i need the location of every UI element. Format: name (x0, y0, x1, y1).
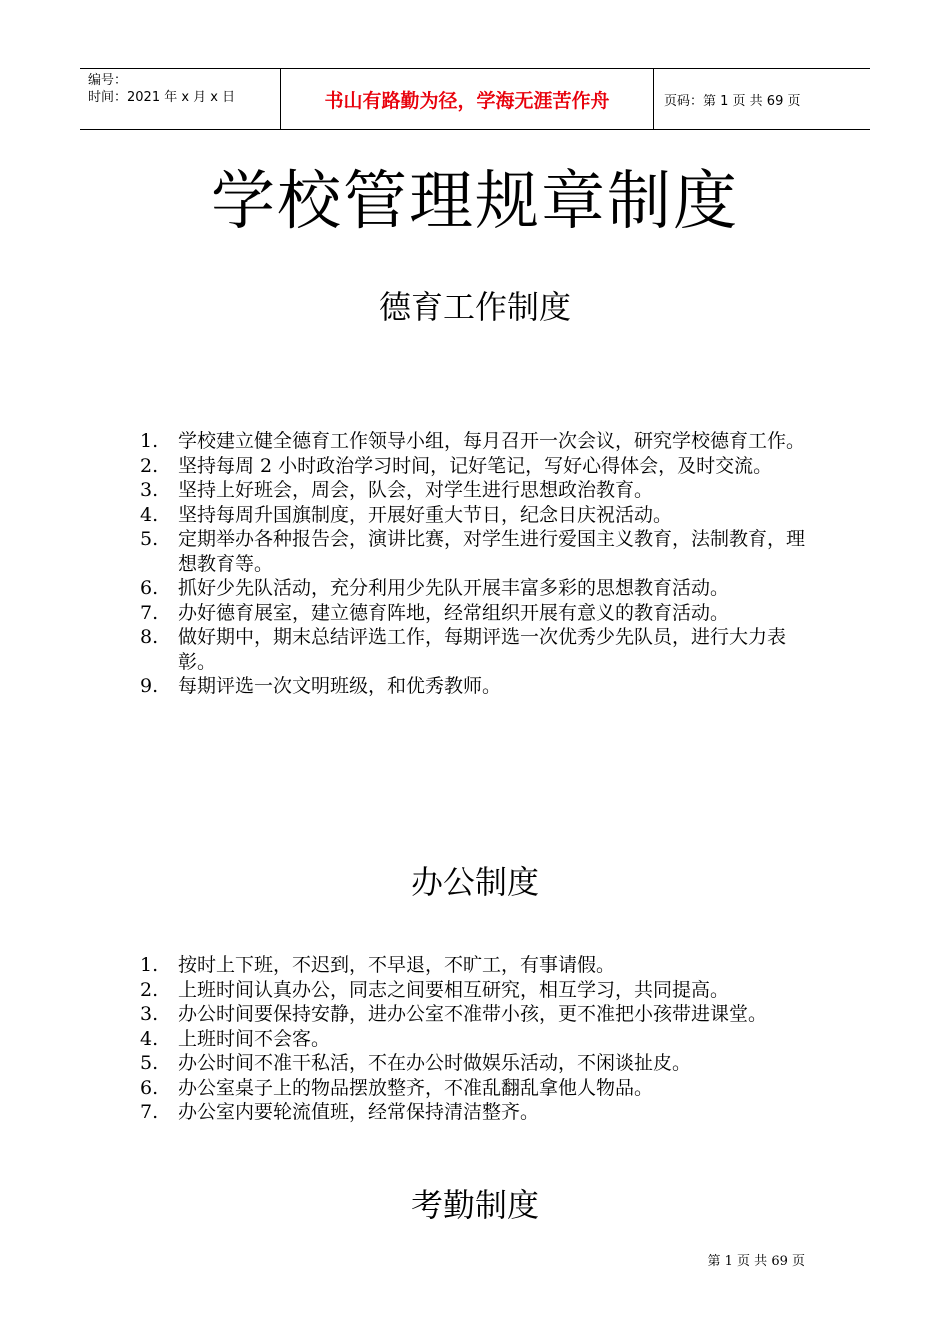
list-item-number: 4. (140, 1027, 159, 1050)
list-item-text: 办好德育展室，建立德育阵地，经常组织开展有意义的教育活动。 (178, 601, 730, 624)
list-item (140, 625, 820, 674)
list-item-text: 上班时间认真办公，同志之间要相互研究，相互学习，共同提高。 (178, 978, 730, 1001)
list-item (140, 1002, 820, 1027)
list-item-text: 学校建立健全德育工作领导小组，每月召开一次会议，研究学校德育工作。 (178, 430, 806, 452)
list-item (140, 978, 820, 1003)
list-item-text: 按时上下班，不迟到，不早退，不旷工，有事请假。 (178, 954, 616, 976)
list-item (140, 527, 820, 576)
list-item (140, 454, 820, 479)
list-item-text: 办公室桌子上的物品摆放整齐，不准乱翻乱拿他人物品。 (178, 1076, 654, 1099)
section-title-office: 办公制度 (410, 863, 539, 901)
list-item (140, 429, 820, 454)
section-title-moral-education: 德育工作制度 (378, 288, 571, 326)
list-item-number: 2. (140, 454, 159, 477)
list-item-number: 2. (140, 978, 159, 1001)
list-item (140, 674, 820, 699)
list-item (140, 1100, 820, 1125)
list-item (140, 601, 820, 626)
document-title: 学校管理规章制度 (211, 165, 739, 239)
list-item-text: 做好期中，期末总结评选工作，每期评选一次优秀少先队员，进行大力表彰。 (178, 626, 787, 673)
header-page-info: 页码：第 1 页 共 69 页 (664, 93, 801, 109)
list-item-text: 坚持每周升国旗制度，开展好重大节日，纪念日庆祝活动。 (178, 503, 673, 526)
list-item-text: 坚持每周 2 小时政治学习时间，记好笔记，写好心得体会，及时交流。 (178, 454, 773, 477)
document-header (80, 68, 870, 130)
list-item-text: 办公时间不准干私活，不在办公时做娱乐活动，不闲谈扯皮。 (178, 1052, 692, 1074)
list-item-number: 6. (140, 1076, 159, 1099)
list-item-number: 1. (140, 430, 159, 452)
list-item-number: 7. (140, 1101, 159, 1123)
moral-education-rules-list (140, 429, 820, 699)
list-item (140, 1076, 820, 1101)
page-footer: 第 1 页 共 69 页 (707, 1254, 805, 1269)
list-item-text: 办公时间要保持安静，进办公室不准带小孩，更不准把小孩带进课堂。 (178, 1003, 768, 1025)
list-item (140, 1051, 820, 1076)
list-item-text: 每期评选一次文明班级，和优秀教师。 (178, 675, 502, 697)
office-rules-list (140, 953, 820, 1125)
list-item-number: 5. (140, 528, 159, 550)
list-item-text: 坚持上好班会，周会，队会，对学生进行思想政治教育。 (178, 479, 654, 501)
list-item-number: 3. (140, 1003, 159, 1025)
list-item-number: 5. (140, 1052, 159, 1074)
list-item-number: 4. (140, 503, 159, 526)
header-number-label: 编号： (88, 73, 128, 88)
header-time-label: 时间：2021 年 x 月 x 日 (88, 90, 236, 105)
list-item-text: 定期举办各种报告会，演讲比赛，对学生进行爱国主义教育，法制教育，理想教育等。 (178, 528, 806, 575)
header-meta (80, 69, 281, 129)
list-item (140, 1027, 820, 1052)
list-item-number: 7. (140, 601, 159, 624)
list-item-number: 3. (140, 479, 159, 501)
list-item-number: 6. (140, 577, 159, 599)
list-item-text: 上班时间不会客。 (178, 1027, 331, 1050)
list-item-number: 8. (140, 626, 159, 648)
list-item-number: 9. (140, 675, 159, 697)
list-item (140, 953, 820, 978)
list-item-text: 办公室内要轮流值班，经常保持清洁整齐。 (178, 1101, 540, 1123)
section-title-attendance: 考勤制度 (410, 1186, 539, 1224)
list-item (140, 478, 820, 503)
list-item (140, 576, 820, 601)
header-motto: 书山有路勤为径，学海无涯苦作舟 (281, 69, 654, 129)
list-item-number: 1. (140, 954, 159, 976)
list-item-text: 抓好少先队活动，充分利用少先队开展丰富多彩的思想教育活动。 (178, 577, 730, 599)
list-item (140, 503, 820, 528)
